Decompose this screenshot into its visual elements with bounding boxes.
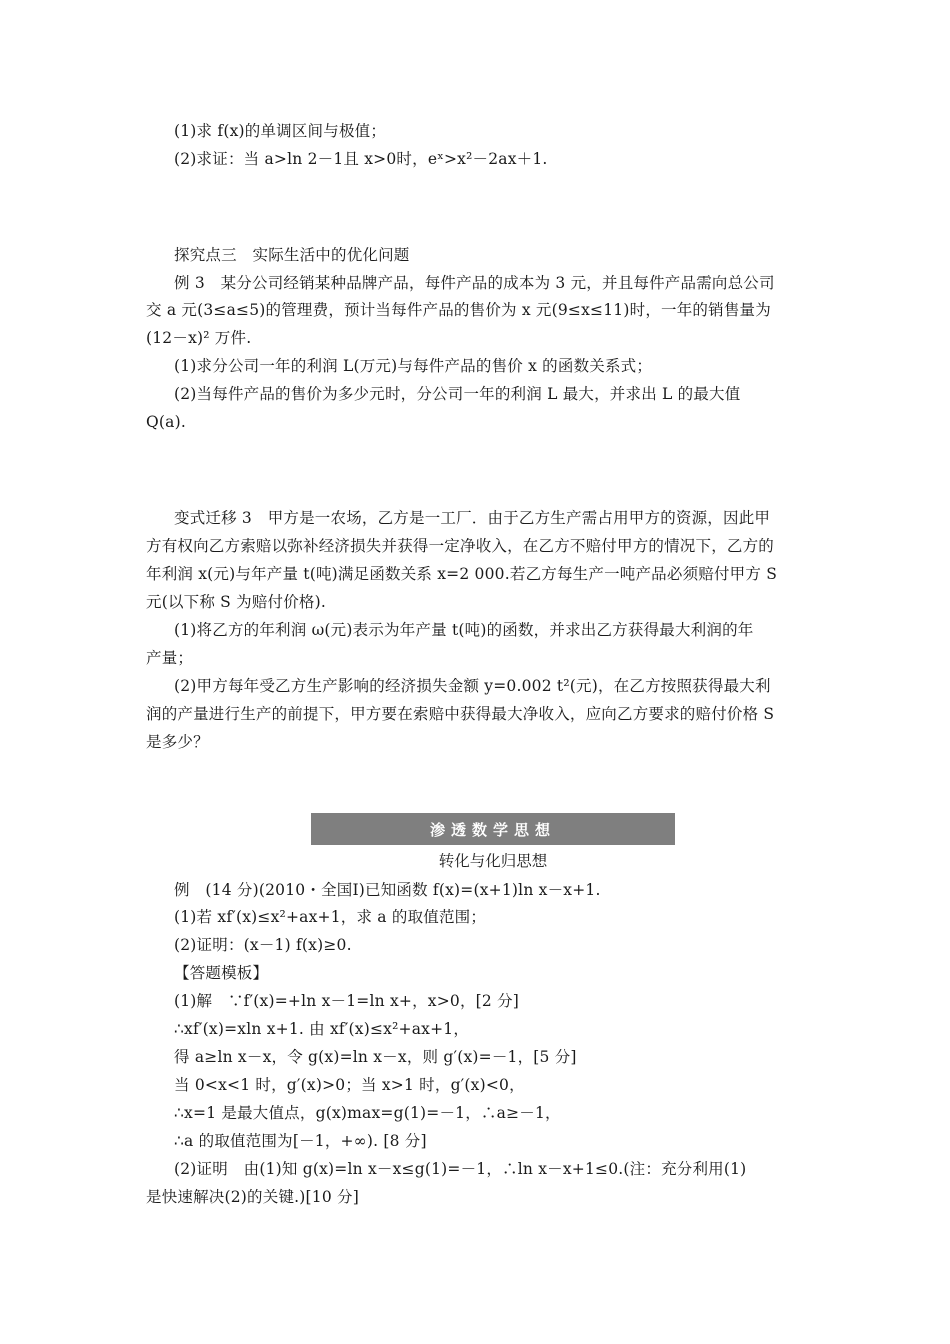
final-example-line: (1)解 ∵f′(x)=+ln x－1=ln x+，x>0，[2 分] <box>174 992 520 1010</box>
section-heading: 探究点三 实际生活中的优化问题 <box>174 246 410 264</box>
variant-3-line: 产量； <box>146 649 194 667</box>
final-example-line: (2)证明：(x－1) f(x)≥0. <box>174 936 352 954</box>
variant-3-line: 年利润 x(元)与年产量 t(吨)满足函数关系 x=2 000.若乙方每生产一吨产品必须赔付甲方 S <box>146 565 778 583</box>
example-3-line: (12－x)² 万件. <box>146 329 252 347</box>
question-2-line: (2)求证：当 a>ln 2－1且 x>0时，eˣ>x²－2ax＋1. <box>174 150 548 168</box>
final-example-line: ∴xf′(x)=xln x+1. 由 xf′(x)≤x²+ax+1， <box>174 1020 470 1038</box>
final-example-line: (2)证明 由(1)知 g(x)=ln x－x≤g(1)=－1，∴ln x－x+1≤0.(注：充分利用(1) <box>174 1160 747 1178</box>
variant-3-line: (2)甲方每年受乙方生产影响的经济损失金额 y=0.002 t²(元)，在乙方按照获得最大利 <box>174 677 771 695</box>
final-example-line: ∴x=1 是最大值点，g(x)max=g(1)=－1，∴a≥－1， <box>174 1104 561 1122</box>
final-example-line: 得 a≥ln x－x，令 g(x)=ln x－x，则 g′(x)=－1，[5 分] <box>174 1048 577 1066</box>
answer-template-label: 【答题模板】 <box>174 964 269 982</box>
final-example-line: 例 (14 分)(2010・全国Ⅰ)已知函数 f(x)=(x+1)ln x－x+1. <box>174 881 601 899</box>
example-3-line: (1)求分公司一年的利润 L(万元)与每件产品的售价 x 的函数关系式； <box>174 357 653 375</box>
variant-3-line: 方有权向乙方索赔以弥补经济损失并获得一定净收入，在乙方不赔付甲方的情况下，乙方的 <box>146 537 775 555</box>
question-1-line: (1)求 f(x)的单调区间与极值； <box>174 122 387 140</box>
section-banner: 渗透数学思想 <box>311 813 675 845</box>
variant-3-line: 是多少？ <box>146 733 209 751</box>
variant-3-line: 润的产量进行生产的前提下，甲方要在索赔中获得最大净收入，应向乙方要求的赔付价格 S <box>146 705 775 723</box>
variant-3-line: 变式迁移 3 甲方是一农场，乙方是一工厂．由于乙方生产需占用甲方的资源，因此甲 <box>174 509 771 527</box>
variant-3-line: (1)将乙方的年利润 ω(元)表示为年产量 t(吨)的函数，并求出乙方获得最大利润的年 <box>174 621 754 639</box>
final-example-line: 是快速解决(2)的关键.)[10 分] <box>146 1188 359 1206</box>
final-example-line: (1)若 xf′(x)≤x²+ax+1，求 a 的取值范围； <box>174 908 487 926</box>
example-3-line: Q(a). <box>146 413 186 431</box>
example-3-line: 例 3 某分公司经销某种品牌产品，每件产品的成本为 3 元，并且每件产品需向总公司 <box>174 274 775 292</box>
example-3-line: (2)当每件产品的售价为多少元时，分公司一年的利润 L 最大，并求出 L 的最大值 <box>174 385 741 403</box>
final-example-line: 当 0<x<1 时，g′(x)>0；当 x>1 时，g′(x)<0， <box>174 1076 525 1094</box>
variant-3-line: 元(以下称 S 为赔付价格). <box>146 593 326 611</box>
example-3-line: 交 a 元(3≤a≤5)的管理费，预计当每件产品的售价为 x 元(9≤x≤11)时，一年的销售量为 <box>146 301 771 319</box>
banner-subtitle: 转化与化归思想 <box>438 852 548 870</box>
final-example-line: ∴a 的取值范围为[－1，+∞). [8 分] <box>174 1132 427 1150</box>
